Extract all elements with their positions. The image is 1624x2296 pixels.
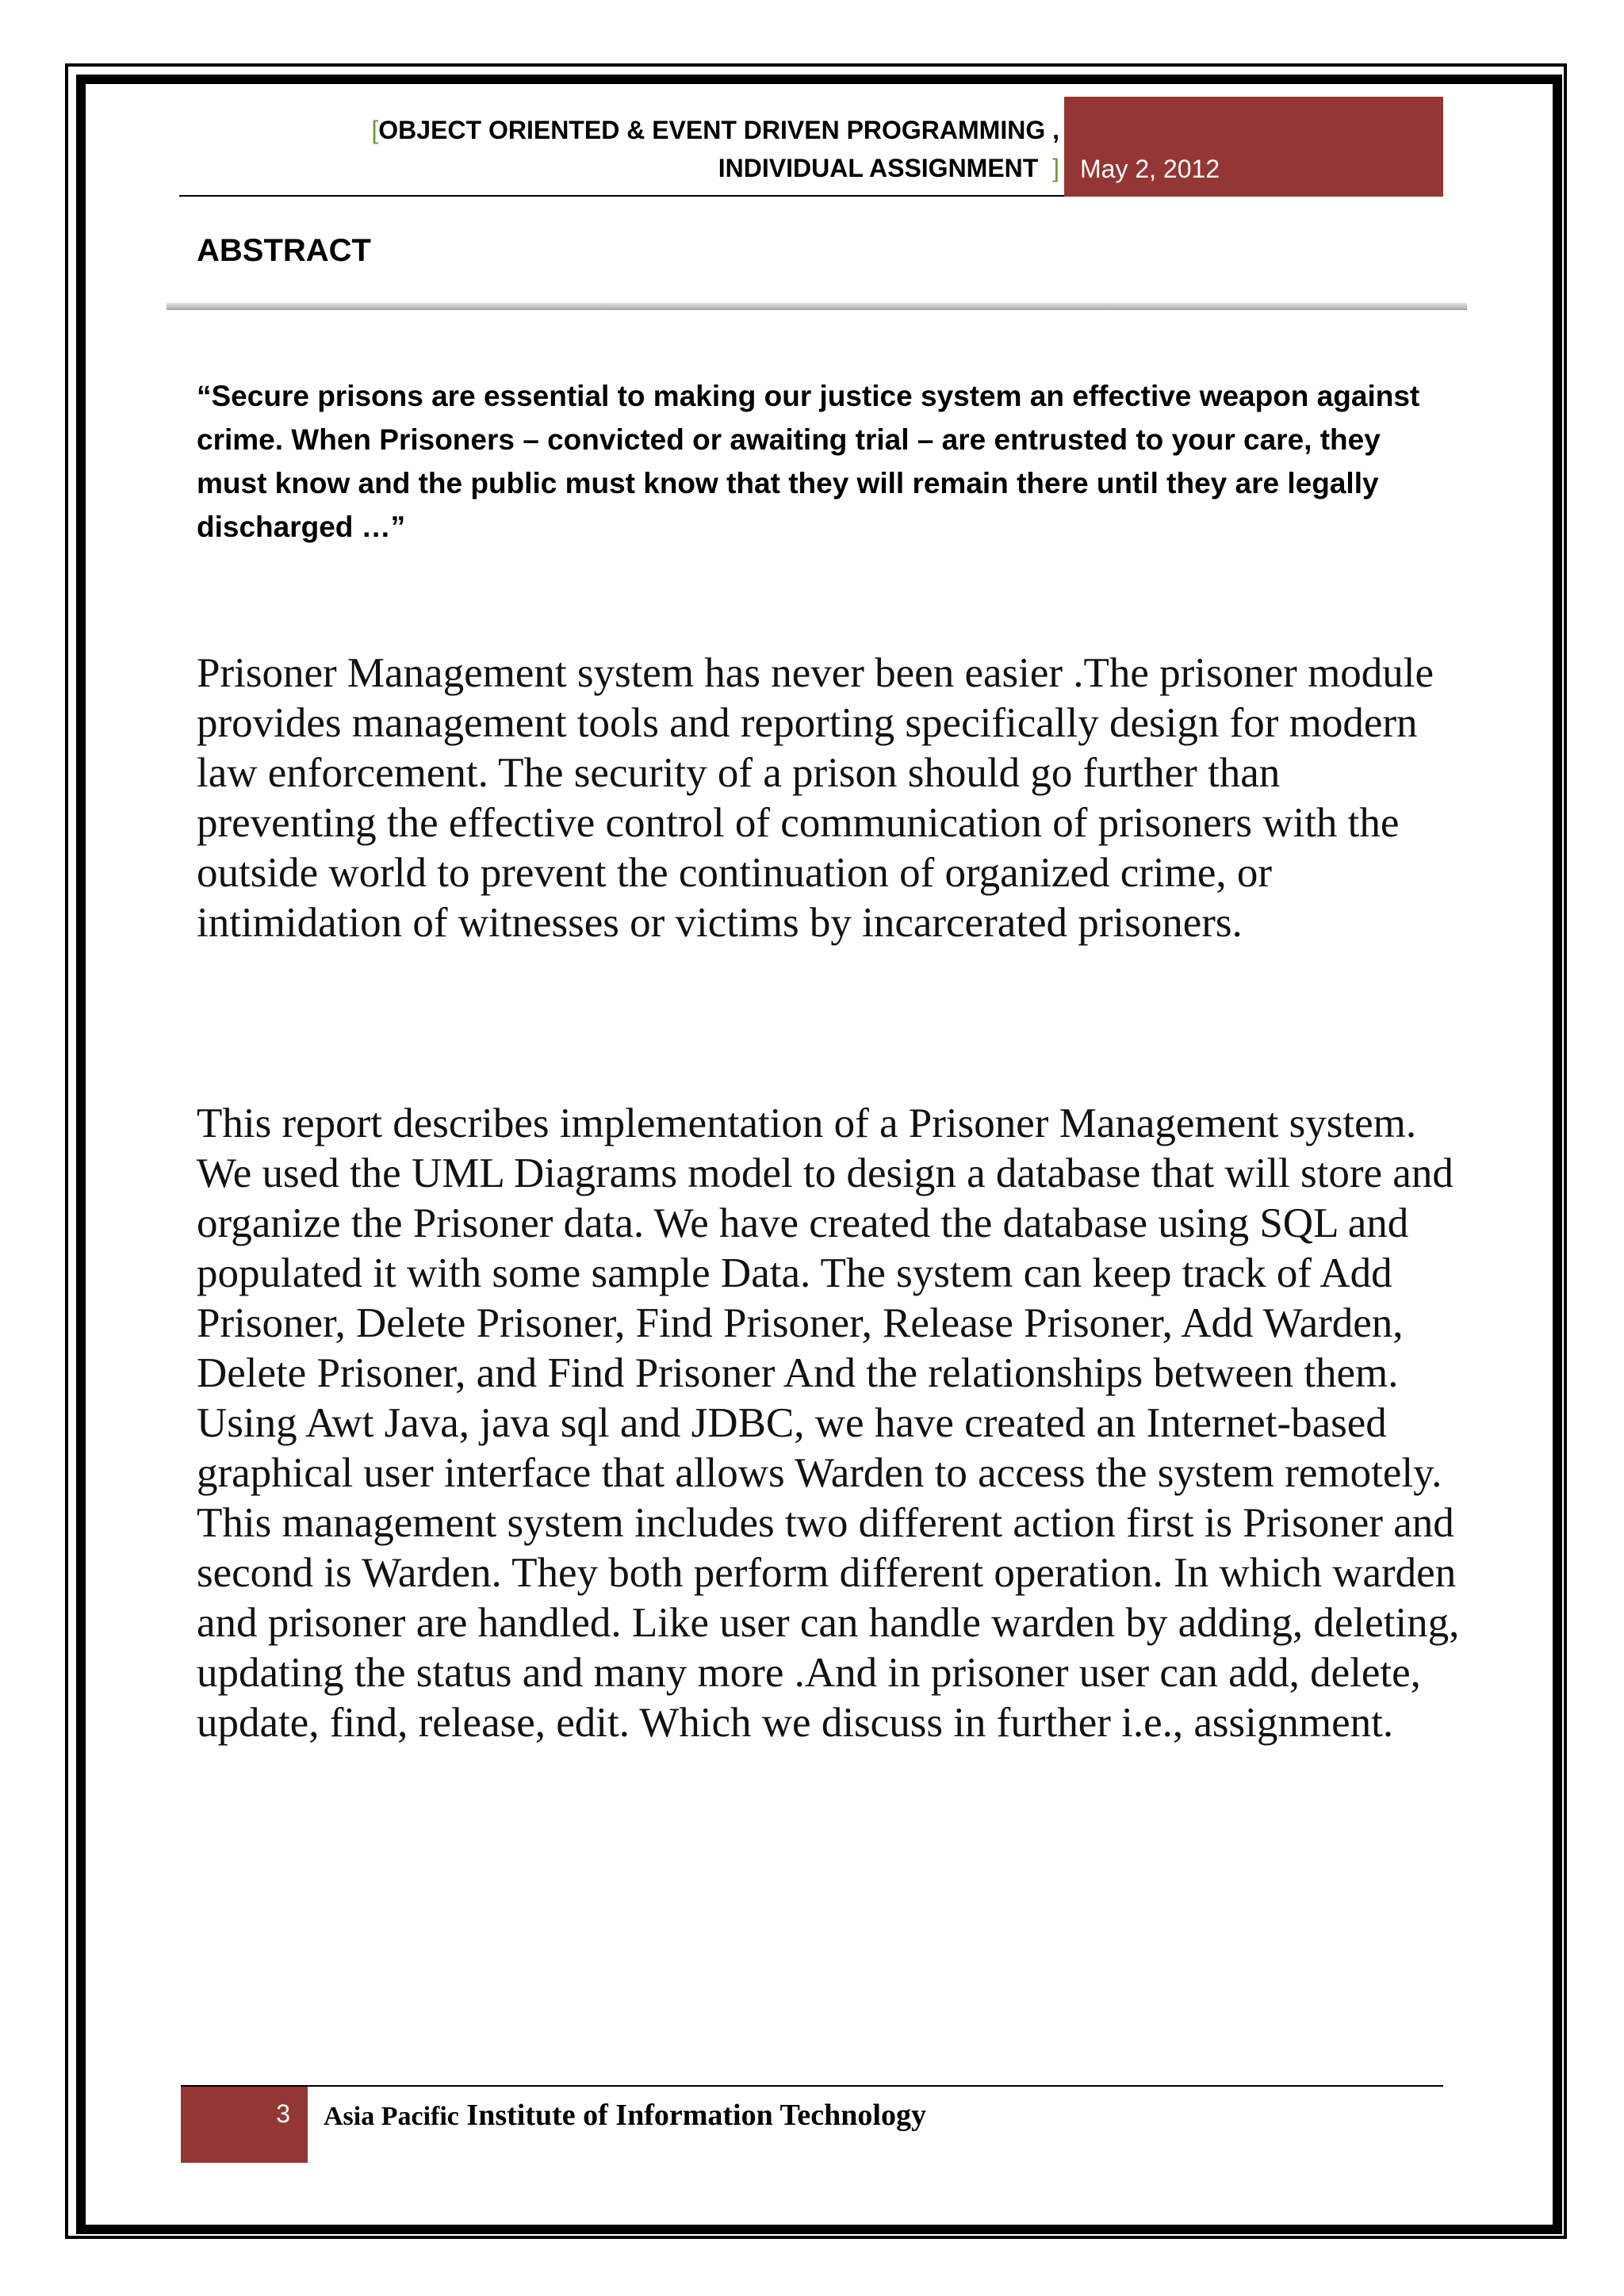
- header-title-line2: INDIVIDUAL ASSIGNMENT: [718, 154, 1039, 182]
- header-rule: [179, 195, 1064, 197]
- footer-institute-small: Asia Pacific: [324, 2102, 459, 2131]
- header-close-bracket: ]: [1052, 154, 1059, 182]
- header-title: [371, 111, 1059, 187]
- abstract-paragraph-2: This report describes implementation of a Prisoner Management system. We used the UML Diagrams model to design a database that will store and organize the Prisoner data. We have created the database using SQL and populated it with some sample Data. The system can keep track of Add Prisoner, Delete Prisoner, Find Prisoner, Release Prisoner, Add Warden, Delete Prisoner, and Find Prisoner And the relationships between them. Using Awt Java, java sql and JDBC, we have created an Internet-based graphical user interface that allows Warden to access the system remotely. This management system includes two different action first is Prisoner and second is Warden. They both perform different operation. In which warden and prisoner are handled. Like user can handle warden by adding, deleting, updating the status and many more .And in prisoner user can add, delete, update, find, release, edit. Which we discuss in further i.e., assignment.: [197, 1100, 1460, 1746]
- header-open-bracket: [: [371, 116, 379, 144]
- abstract-paragraph-1: Prisoner Management system has never been easier .The prisoner module provides management tools and reporting specifically design for modern law enforcement. The security of a prison should go further than preventing the effective control of communication of prisoners with the outside world to prevent the continuation of organized crime, or intimidation of witnesses or victims by incarcerated prisoners.: [197, 650, 1434, 946]
- footer-institute: [324, 2098, 926, 2133]
- footer-rule: [181, 2085, 1443, 2087]
- header-date-box: [1064, 97, 1443, 197]
- footer-page-box: [181, 2087, 308, 2163]
- header-title-line1: OBJECT ORIENTED & EVENT DRIVEN PROGRAMMING ,: [378, 116, 1059, 144]
- footer-institute-rest: Institute of Information Technology: [466, 2099, 926, 2132]
- section-heading: ABSTRACT: [197, 233, 371, 268]
- page-number: 3: [276, 2099, 290, 2128]
- abstract-quote: “Secure prisons are essential to making our justice system an effective weapon against crime. When Prisoners – convicted or awaiting trial – are entrusted to your care, they must know and the public must know that they will remain there until they are legally discharged …”: [197, 380, 1420, 543]
- page-header: [179, 97, 1443, 197]
- heading-rule: [167, 303, 1467, 310]
- header-date: May 2, 2012: [1080, 155, 1220, 183]
